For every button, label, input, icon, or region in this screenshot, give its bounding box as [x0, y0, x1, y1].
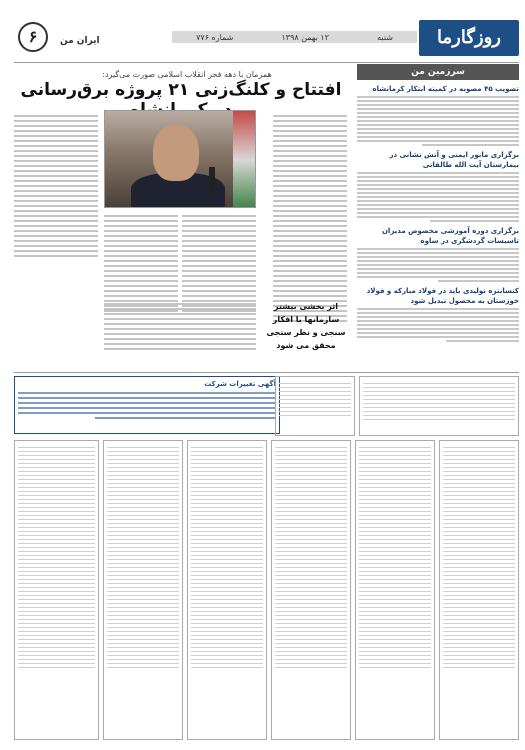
news-title-3[interactable]: برگزاری دوره آموزشی مخصوص مدیران تاسیسات گردشگری در ساوه	[381, 227, 519, 245]
article-column-5	[104, 300, 256, 353]
news-body-4	[357, 308, 519, 342]
news-body-1	[357, 96, 519, 146]
news-body-3	[357, 248, 519, 282]
news-title-1[interactable]: تصویب ۴۵ مصوبه در کمیته ابتکار کرمانشاه	[372, 85, 519, 93]
classified-block	[355, 440, 435, 740]
classified-block	[187, 440, 267, 740]
header-divider	[14, 62, 519, 63]
article-pullquote: اثر بخشی بیشتر سازمانها با افکار سنجی و نظر سنجی محقق می شود	[266, 302, 346, 350]
section-label: ایران من	[60, 36, 100, 46]
page-header	[0, 0, 525, 64]
article-column-4	[14, 112, 98, 260]
classified-block	[275, 376, 355, 436]
article-headline[interactable]: افتتاح و کلنگ‌زنی ۲۱ پروژه برق‌رسانی	[20, 80, 342, 100]
issue-number: شماره ۷۷۶	[196, 32, 234, 42]
article-kicker: همزمان با دهه فجر انقلاب اسلامی صورت می‌گیرد:	[102, 70, 272, 79]
article-column-1	[273, 112, 347, 325]
ad-title: آگهی تغییرات شرکت	[204, 380, 276, 388]
issue-day: شنبه	[377, 32, 393, 42]
article-divider	[14, 372, 519, 373]
classified-block	[14, 440, 99, 740]
news-title-4[interactable]: کنسانتره تولیدی باید در فولاد مبارکه و فولاد خوزستان به محصول تبدیل شود	[366, 287, 519, 305]
classified-block	[103, 440, 183, 740]
dateline	[172, 31, 417, 43]
news-title-2[interactable]: برگزاری مانور ایمنی و آتش نشانی در بیمارستان آیت الله طالقانی	[389, 151, 519, 169]
sidebar	[357, 64, 519, 360]
newspaper-logo: روزگارما	[419, 20, 519, 56]
page-number: ۶	[18, 22, 48, 52]
news-body-2	[357, 172, 519, 222]
classified-block	[439, 440, 519, 740]
article-photo	[104, 110, 256, 208]
classified-block	[271, 440, 351, 740]
sidebar-heading: سرزمین من	[357, 64, 519, 80]
issue-date: ۱۲ بهمن ۱۳۹۸	[281, 32, 329, 42]
classified-block	[359, 376, 519, 436]
classified-section	[14, 376, 519, 746]
